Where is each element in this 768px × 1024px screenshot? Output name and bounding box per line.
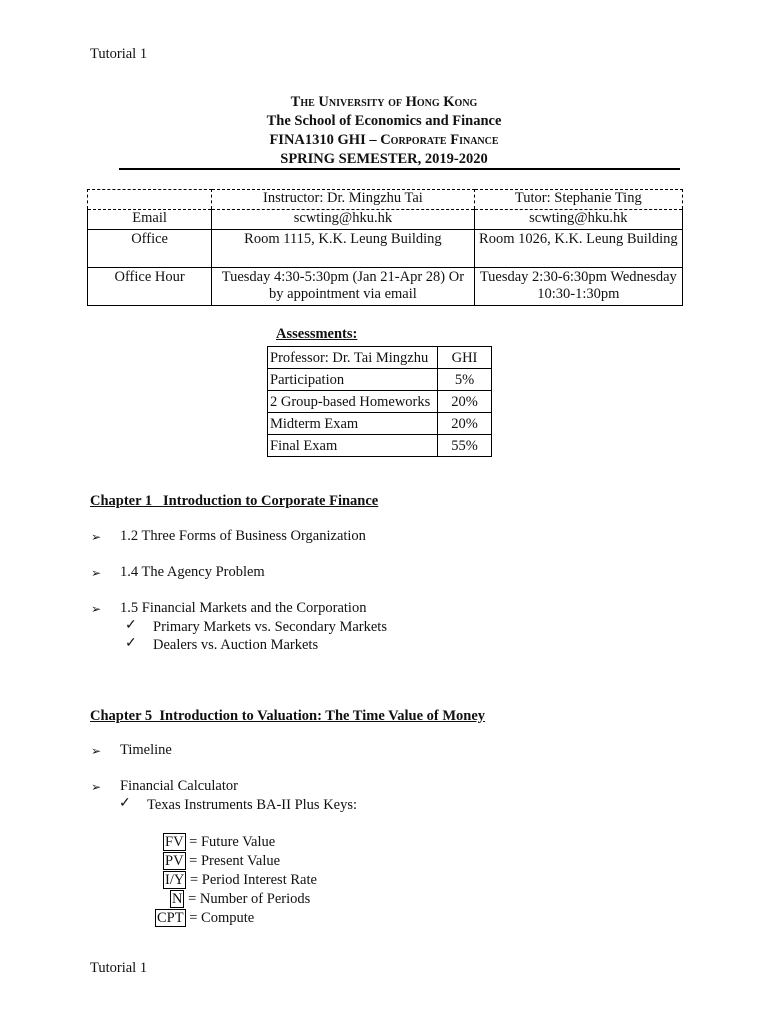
- key-description: = Number of Periods: [184, 891, 311, 907]
- sub-list-item: Primary Markets vs. Secondary Markets: [153, 619, 387, 635]
- table-row: [268, 435, 492, 457]
- assessment-weight: 5%: [438, 369, 492, 391]
- calculator-key-row: [170, 890, 310, 908]
- table-row: [268, 347, 492, 369]
- checkmark-icon: ✓: [125, 618, 137, 633]
- key-description: = Compute: [185, 910, 255, 926]
- instructor-office-hour: Tuesday 4:30-5:30pm (Jan 21-Apr 28) Or by appointment via email: [212, 268, 474, 306]
- key-n: N: [172, 891, 183, 907]
- page-header: Tutorial 1: [90, 46, 148, 62]
- arrowhead-bullet-icon: ➢: [91, 530, 102, 544]
- calculator-key-row: [155, 909, 254, 927]
- assessment-item: Midterm Exam: [268, 413, 438, 435]
- assessment-weight: 20%: [438, 391, 492, 413]
- key-description: = Period Interest Rate: [186, 872, 317, 888]
- row-label: Email: [88, 210, 212, 230]
- arrowhead-bullet-icon: ➢: [91, 566, 102, 580]
- list-item: 1.5 Financial Markets and the Corporation: [120, 600, 367, 616]
- row-label: Office Hour: [88, 268, 212, 306]
- table-header-cell: GHI: [438, 347, 492, 369]
- checkmark-icon: ✓: [125, 636, 137, 651]
- assessment-item: Final Exam: [268, 435, 438, 457]
- instructor-email: scwting@hku.hk: [212, 210, 474, 230]
- checkmark-icon: ✓: [119, 796, 131, 811]
- table-row: [88, 210, 683, 230]
- key-fv: FV: [165, 834, 184, 850]
- tutor-header: Tutor: Stephanie Ting: [474, 190, 682, 210]
- table-row: [268, 369, 492, 391]
- key-description: = Present Value: [185, 853, 281, 869]
- assessment-item: 2 Group-based Homeworks: [268, 391, 438, 413]
- list-item: 1.4 The Agency Problem: [120, 564, 265, 580]
- chapter-1-heading: Chapter 1 Introduction to Corporate Finance: [90, 493, 379, 509]
- table-row: [268, 413, 492, 435]
- document-title: [0, 93, 768, 169]
- arrowhead-bullet-icon: ➢: [91, 602, 102, 616]
- table-row: [268, 391, 492, 413]
- key-iy: I/Y: [165, 872, 185, 888]
- page-footer: Tutorial 1: [90, 960, 148, 976]
- table-row: [88, 268, 683, 306]
- instructor-office: Room 1115, K.K. Leung Building: [212, 230, 474, 268]
- key-description: = Future Value: [185, 834, 276, 850]
- key-pv: PV: [165, 853, 184, 869]
- calculator-key-row: [163, 852, 280, 870]
- assessment-weight: 55%: [438, 435, 492, 457]
- assessments-title: Assessments:: [276, 326, 358, 342]
- assessments-table: [267, 346, 492, 457]
- instructor-header: Instructor: Dr. Mingzhu Tai: [212, 190, 474, 210]
- sub-list-item: Texas Instruments BA-II Plus Keys:: [147, 797, 358, 813]
- list-item: Timeline: [120, 742, 172, 758]
- tutor-email: scwting@hku.hk: [474, 210, 682, 230]
- chapter-5-heading: Chapter 5 Introduction to Valuation: The Time Value of Money: [90, 708, 486, 724]
- assessment-item: Participation: [268, 369, 438, 391]
- table-cell: [88, 190, 212, 210]
- calculator-key-row: [163, 871, 317, 889]
- semester: SPRING SEMESTER, 2019-2020: [280, 151, 488, 167]
- university-name: The University of Hong Kong: [290, 94, 478, 110]
- calculator-key-row: [163, 833, 275, 851]
- list-item: Financial Calculator: [120, 778, 238, 794]
- table-row: [88, 230, 683, 268]
- school-name: The School of Economics and Finance: [266, 113, 502, 129]
- table-header-cell: Professor: Dr. Tai Mingzhu: [268, 347, 438, 369]
- tutor-office-hour: Tuesday 2:30-6:30pm Wednesday 10:30-1:30pm: [474, 268, 682, 306]
- table-row: [88, 190, 683, 210]
- sub-list-item: Dealers vs. Auction Markets: [153, 637, 319, 653]
- list-item: 1.2 Three Forms of Business Organization: [120, 528, 366, 544]
- contact-table: [87, 189, 683, 306]
- row-label: Office: [88, 230, 212, 268]
- course-name: FINA1310 GHI – Corporate Finance: [269, 132, 499, 148]
- key-cpt: CPT: [157, 910, 184, 926]
- assessment-weight: 20%: [438, 413, 492, 435]
- tutor-office: Room 1026, K.K. Leung Building: [474, 230, 682, 268]
- arrowhead-bullet-icon: ➢: [91, 744, 102, 758]
- title-rule: [119, 168, 680, 170]
- arrowhead-bullet-icon: ➢: [91, 780, 102, 794]
